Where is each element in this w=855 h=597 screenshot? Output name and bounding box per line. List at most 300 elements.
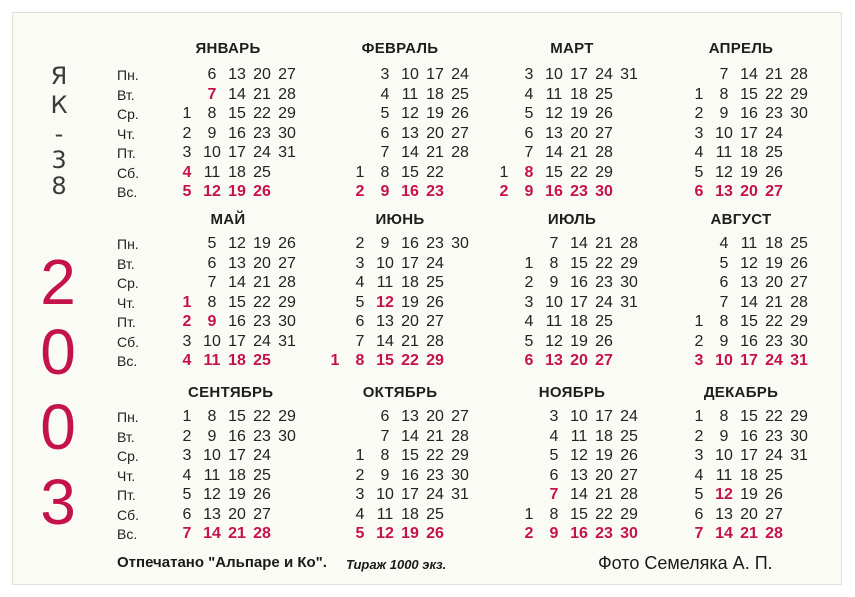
calendar-day: 21 xyxy=(401,332,419,350)
weekday-label: Пт. xyxy=(117,145,136,161)
calendar-day: 12 xyxy=(545,332,563,350)
calendar-day: 17 xyxy=(228,144,246,161)
calendar-day: 8 xyxy=(719,85,729,103)
calendar-day: 10 xyxy=(203,332,221,350)
calendar-day: 7 xyxy=(549,235,559,252)
calendar-day: 30 xyxy=(278,427,296,445)
calendar-day: 31 xyxy=(620,66,638,83)
calendar-day: 1 xyxy=(524,505,534,523)
calendar-day: 27 xyxy=(278,66,296,83)
calendar-day: 18 xyxy=(740,144,758,161)
month-title: ИЮЛЬ xyxy=(547,211,597,228)
calendar-day: 9 xyxy=(380,235,390,252)
calendar-day: 17 xyxy=(426,66,444,83)
calendar-day: 29 xyxy=(451,447,469,464)
calendar-day: 12 xyxy=(715,163,733,181)
calendar-day: 23 xyxy=(570,183,588,200)
calendar-day: 11 xyxy=(740,235,758,252)
weekday-label: Чт. xyxy=(117,294,136,311)
calendar-day: 25 xyxy=(451,85,469,103)
calendar-day: 6 xyxy=(524,352,534,369)
month-title: СЕНТЯБРЬ xyxy=(188,384,274,401)
calendar-day: 4 xyxy=(694,466,704,484)
print-run: Тираж 1000 экз. xyxy=(346,557,447,572)
calendar-day: 16 xyxy=(401,466,419,484)
calendar-day: 27 xyxy=(765,183,783,200)
calendar-day: 25 xyxy=(620,427,638,445)
calendar-day: 10 xyxy=(545,293,563,311)
calendar-day: 29 xyxy=(278,105,296,122)
calendar-day: 25 xyxy=(765,466,783,484)
weekday-label: Ср. xyxy=(117,448,139,464)
calendar-day: 27 xyxy=(765,505,783,523)
calendar-day: 10 xyxy=(715,447,733,464)
calendar-day: 13 xyxy=(715,505,733,523)
calendar-day: 26 xyxy=(253,486,271,503)
calendar-day: 2 xyxy=(355,183,365,200)
calendar-day: 27 xyxy=(595,124,613,142)
calendar-day: 19 xyxy=(228,486,246,503)
calendar-day: 21 xyxy=(426,144,444,161)
weekday-label: Ср. xyxy=(117,275,139,291)
calendar-day: 20 xyxy=(228,505,246,523)
calendar-day: 18 xyxy=(401,505,419,523)
calendar-day: 9 xyxy=(380,183,390,200)
calendar-day: 5 xyxy=(524,105,534,122)
calendar-day: 29 xyxy=(426,352,444,369)
calendar-day: 10 xyxy=(401,66,419,83)
year-digit: 2 xyxy=(40,246,76,318)
calendar-day: 11 xyxy=(376,505,394,523)
calendar-day: 2 xyxy=(182,313,192,330)
month-title: АВГУСТ xyxy=(710,211,772,228)
calendar-day: 31 xyxy=(278,144,296,161)
calendar-day: 1 xyxy=(355,163,365,181)
calendar-day: 26 xyxy=(620,447,638,464)
calendar-day: 8 xyxy=(207,408,217,425)
calendar-day: 2 xyxy=(694,332,704,350)
calendar-day: 6 xyxy=(380,408,390,425)
calendar-day: 5 xyxy=(182,486,192,503)
calendar-day: 25 xyxy=(765,144,783,161)
calendar-day: 28 xyxy=(790,293,808,311)
calendar-day: 1 xyxy=(694,408,704,425)
calendar-day: 21 xyxy=(595,235,613,252)
calendar-day: 16 xyxy=(740,332,758,350)
calendar-day: 9 xyxy=(719,332,729,350)
calendar-day: 18 xyxy=(595,427,613,445)
calendar-day: 25 xyxy=(426,274,444,291)
calendar-day: 23 xyxy=(253,313,271,330)
weekday-label: Ср. xyxy=(117,106,139,122)
calendar-day: 9 xyxy=(207,313,217,330)
calendar-day: 17 xyxy=(740,447,758,464)
code-char: Я xyxy=(50,62,68,90)
calendar-day: 1 xyxy=(524,254,534,272)
calendar-day: 2 xyxy=(182,124,192,142)
calendar-day: 4 xyxy=(182,466,192,484)
calendar-day: 4 xyxy=(355,505,365,523)
calendar-day: 2 xyxy=(182,427,192,445)
calendar-day: 29 xyxy=(595,163,613,181)
code-char: 3 xyxy=(51,146,67,174)
calendar-day: 6 xyxy=(182,505,192,523)
calendar-day: 13 xyxy=(203,505,221,523)
calendar-day: 17 xyxy=(228,332,246,350)
calendar-day: 12 xyxy=(376,293,394,311)
calendar-day: 16 xyxy=(570,274,588,291)
calendar-day: 12 xyxy=(545,105,563,122)
calendar-day: 29 xyxy=(620,254,638,272)
calendar-day: 17 xyxy=(401,486,419,503)
calendar-day: 12 xyxy=(715,486,733,503)
calendar-day: 3 xyxy=(694,352,704,369)
calendar-day: 10 xyxy=(203,447,221,464)
calendar-day: 4 xyxy=(182,163,192,181)
calendar-day: 14 xyxy=(740,293,758,311)
calendar-day: 7 xyxy=(182,525,192,542)
calendar-day: 20 xyxy=(253,254,271,272)
calendar-day: 19 xyxy=(740,486,758,503)
calendar-day: 2 xyxy=(694,427,704,445)
calendar-day: 24 xyxy=(765,352,783,369)
calendar-day: 9 xyxy=(380,466,390,484)
calendar-day: 22 xyxy=(253,105,271,122)
calendar-day: 22 xyxy=(401,352,419,369)
calendar-day: 15 xyxy=(740,313,758,330)
calendar-day: 20 xyxy=(740,505,758,523)
calendar-day: 7 xyxy=(524,144,534,161)
calendar-day: 5 xyxy=(355,293,365,311)
calendar-day: 2 xyxy=(524,274,534,291)
calendar-day: 14 xyxy=(376,332,394,350)
calendar-day: 4 xyxy=(380,85,390,103)
calendar-day: 8 xyxy=(719,313,729,330)
calendar-day: 13 xyxy=(545,352,563,369)
calendar-day: 28 xyxy=(278,274,296,291)
calendar-day: 3 xyxy=(694,447,704,464)
calendar-day: 23 xyxy=(595,274,613,291)
calendar-day: 22 xyxy=(253,293,271,311)
calendar-day: 25 xyxy=(426,505,444,523)
weekday-label: Сб. xyxy=(117,164,140,181)
calendar-day: 8 xyxy=(380,447,390,464)
calendar-day: 17 xyxy=(595,408,613,425)
year-digit: 0 xyxy=(40,391,76,463)
calendar-day: 21 xyxy=(740,525,758,542)
calendar-day: 22 xyxy=(765,408,783,425)
calendar-day: 10 xyxy=(570,408,588,425)
calendar-day: 12 xyxy=(740,254,758,272)
calendar-day: 25 xyxy=(253,163,271,181)
calendar-day: 19 xyxy=(570,332,588,350)
calendar-day: 23 xyxy=(765,105,783,122)
calendar-day: 12 xyxy=(203,486,221,503)
calendar-day: 24 xyxy=(253,332,271,350)
calendar-day: 22 xyxy=(765,85,783,103)
calendar-day: 29 xyxy=(790,85,808,103)
calendar-day: 3 xyxy=(182,144,192,161)
calendar-day: 7 xyxy=(694,525,704,542)
calendar-day: 4 xyxy=(182,352,192,369)
calendar-day: 4 xyxy=(694,144,704,161)
calendar-day: 11 xyxy=(203,466,221,484)
calendar-day: 9 xyxy=(549,274,559,291)
calendar-day: 12 xyxy=(401,105,419,122)
calendar-day: 30 xyxy=(790,332,808,350)
weekday-label: Вт. xyxy=(117,255,135,272)
calendar-day: 20 xyxy=(401,313,419,330)
month-title: ИЮНЬ xyxy=(375,211,425,228)
calendar-day: 5 xyxy=(524,332,534,350)
weekday-label: Чт. xyxy=(117,467,136,484)
calendar-day: 20 xyxy=(570,352,588,369)
calendar-day: 13 xyxy=(401,408,419,425)
calendar-day: 6 xyxy=(380,124,390,142)
calendar-day: 5 xyxy=(207,235,217,252)
calendar-day: 20 xyxy=(740,183,758,200)
calendar-day: 30 xyxy=(278,313,296,330)
calendar-day: 23 xyxy=(595,525,613,542)
calendar-day: 13 xyxy=(545,124,563,142)
calendar-day: 11 xyxy=(401,85,419,103)
calendar-day: 27 xyxy=(620,466,638,484)
calendar-day: 31 xyxy=(451,486,469,503)
calendar-day: 14 xyxy=(570,486,588,503)
calendar-day: 26 xyxy=(790,254,808,272)
calendar-day: 27 xyxy=(451,408,469,425)
calendar-day: 14 xyxy=(570,235,588,252)
calendar-day: 3 xyxy=(694,124,704,142)
calendar-day: 3 xyxy=(355,486,365,503)
calendar-day: 2 xyxy=(355,235,365,252)
calendar-day: 4 xyxy=(524,313,534,330)
calendar-day: 8 xyxy=(549,505,559,523)
calendar-day: 1 xyxy=(694,85,704,103)
weekday-label: Чт. xyxy=(117,125,136,142)
month-title: ЯНВАРЬ xyxy=(195,40,261,57)
calendar-day: 12 xyxy=(228,235,246,252)
calendar-day: 15 xyxy=(401,163,419,181)
calendar-day: 8 xyxy=(380,163,390,181)
calendar-day: 18 xyxy=(228,352,246,369)
calendar-day: 31 xyxy=(790,447,808,464)
calendar-day: 31 xyxy=(790,352,808,369)
calendar-day: 29 xyxy=(620,505,638,523)
calendar-day: 10 xyxy=(715,124,733,142)
calendar-day: 3 xyxy=(524,293,534,311)
calendar-day: 18 xyxy=(401,274,419,291)
calendar-day: 19 xyxy=(740,163,758,181)
calendar-day: 19 xyxy=(426,105,444,122)
month-title: ОКТЯБРЬ xyxy=(362,384,438,401)
month-title: МАРТ xyxy=(550,40,594,57)
calendar-day: 1 xyxy=(330,352,340,369)
calendar-day: 30 xyxy=(620,274,638,291)
weekday-label: Пт. xyxy=(117,314,136,330)
calendar-day: 17 xyxy=(401,254,419,272)
calendar-day: 13 xyxy=(570,466,588,484)
calendar-day: 1 xyxy=(355,447,365,464)
calendar-day: 8 xyxy=(355,352,365,369)
calendar-day: 11 xyxy=(570,427,588,445)
calendar-day: 29 xyxy=(278,293,296,311)
calendar-day: 16 xyxy=(401,183,419,200)
calendar-day: 28 xyxy=(451,144,469,161)
calendar-day: 17 xyxy=(228,447,246,464)
calendar-day: 18 xyxy=(228,466,246,484)
calendar-day: 16 xyxy=(228,124,246,142)
calendar-day: 16 xyxy=(545,183,563,200)
calendar-day: 8 xyxy=(207,105,217,122)
calendar-day: 24 xyxy=(426,486,444,503)
calendar-day: 1 xyxy=(182,105,192,122)
calendar-day: 5 xyxy=(694,163,704,181)
calendar-day: 15 xyxy=(228,293,246,311)
calendar-day: 11 xyxy=(545,85,563,103)
calendar-day: 16 xyxy=(740,105,758,122)
calendar-day: 26 xyxy=(451,105,469,122)
calendar-day: 13 xyxy=(228,66,246,83)
calendar-day: 13 xyxy=(376,313,394,330)
calendar-day: 20 xyxy=(570,124,588,142)
calendar-day: 16 xyxy=(740,427,758,445)
calendar-day: 13 xyxy=(715,183,733,200)
calendar-day: 14 xyxy=(740,66,758,83)
calendar-day: 20 xyxy=(595,466,613,484)
year-digit: 0 xyxy=(40,316,76,388)
calendar-day: 27 xyxy=(426,313,444,330)
calendar-day: 5 xyxy=(549,447,559,464)
calendar-day: 3 xyxy=(380,66,390,83)
calendar-day: 20 xyxy=(253,66,271,83)
calendar-day: 27 xyxy=(790,274,808,291)
calendar-day: 5 xyxy=(355,525,365,542)
calendar-day: 16 xyxy=(401,235,419,252)
calendar-day: 30 xyxy=(595,183,613,200)
calendar-day: 24 xyxy=(253,447,271,464)
calendar-day: 2 xyxy=(355,466,365,484)
calendar-day: 7 xyxy=(380,144,390,161)
calendar-day: 28 xyxy=(253,525,271,542)
calendar-day: 16 xyxy=(570,525,588,542)
calendar-day: 14 xyxy=(545,144,563,161)
weekday-label: Вс. xyxy=(117,353,138,369)
calendar-day: 20 xyxy=(426,408,444,425)
calendar-day: 9 xyxy=(549,525,559,542)
weekday-label: Пн. xyxy=(117,236,139,252)
calendar-day: 6 xyxy=(694,505,704,523)
calendar-day: 14 xyxy=(228,274,246,291)
calendar-day: 3 xyxy=(524,66,534,83)
calendar-day: 1 xyxy=(182,408,192,425)
calendar-day: 23 xyxy=(253,427,271,445)
calendar-day: 18 xyxy=(570,85,588,103)
calendar-day: 14 xyxy=(401,427,419,445)
calendar-day: 26 xyxy=(765,163,783,181)
calendar-day: 20 xyxy=(426,124,444,142)
calendar-day: 21 xyxy=(765,66,783,83)
calendar-day: 24 xyxy=(595,293,613,311)
code-char: К xyxy=(50,91,68,119)
calendar-day: 22 xyxy=(426,163,444,181)
calendar-day: 6 xyxy=(207,254,217,272)
calendar-day: 7 xyxy=(207,85,217,103)
calendar-day: 29 xyxy=(790,408,808,425)
calendar-day: 30 xyxy=(790,105,808,122)
calendar-day: 22 xyxy=(570,163,588,181)
calendar-day: 21 xyxy=(570,144,588,161)
calendar-day: 28 xyxy=(426,332,444,350)
calendar-day: 28 xyxy=(451,427,469,445)
calendar-day: 6 xyxy=(355,313,365,330)
calendar-day: 1 xyxy=(182,293,192,311)
month-title: ДЕКАБРЬ xyxy=(703,384,779,401)
calendar-day: 23 xyxy=(765,332,783,350)
calendar-day: 15 xyxy=(740,408,758,425)
calendar-day: 24 xyxy=(253,144,271,161)
calendar-day: 9 xyxy=(207,427,217,445)
calendar-day: 10 xyxy=(715,352,733,369)
weekday-label: Сб. xyxy=(117,506,140,523)
calendar-day: 15 xyxy=(740,85,758,103)
calendar-day: 30 xyxy=(620,525,638,542)
year-digit: 3 xyxy=(40,466,76,538)
calendar-day: 29 xyxy=(790,313,808,330)
calendar-day: 11 xyxy=(545,313,563,330)
calendar-day: 18 xyxy=(740,466,758,484)
calendar-day: 27 xyxy=(253,505,271,523)
calendar-day: 3 xyxy=(182,447,192,464)
calendar-day: 12 xyxy=(376,525,394,542)
calendar-day: 1 xyxy=(694,313,704,330)
calendar-day: 9 xyxy=(524,183,534,200)
calendar-day: 3 xyxy=(549,408,559,425)
calendar-day: 8 xyxy=(549,254,559,272)
calendar-day: 21 xyxy=(765,293,783,311)
calendar-day: 9 xyxy=(719,105,729,122)
calendar-day: 7 xyxy=(355,332,365,350)
calendar-day: 5 xyxy=(719,254,729,272)
calendar-day: 5 xyxy=(380,105,390,122)
calendar-day: 15 xyxy=(376,352,394,369)
calendar-day: 6 xyxy=(549,466,559,484)
calendar-day: 2 xyxy=(694,105,704,122)
calendar-day: 14 xyxy=(203,525,221,542)
calendar-day: 2 xyxy=(499,183,509,200)
calendar-day: 18 xyxy=(426,85,444,103)
calendar-day: 20 xyxy=(765,274,783,291)
calendar-day: 19 xyxy=(570,105,588,122)
calendar-day: 28 xyxy=(790,66,808,83)
calendar-day: 25 xyxy=(790,235,808,252)
calendar-day: 21 xyxy=(253,85,271,103)
calendar-day: 25 xyxy=(595,85,613,103)
calendar-day: 28 xyxy=(620,486,638,503)
calendar-day: 30 xyxy=(451,235,469,252)
calendar-day: 26 xyxy=(595,105,613,122)
calendar-day: 11 xyxy=(715,466,733,484)
calendar-day: 1 xyxy=(499,163,509,181)
calendar-day: 16 xyxy=(228,427,246,445)
calendar-day: 24 xyxy=(620,408,638,425)
calendar-day: 28 xyxy=(278,85,296,103)
calendar-day: 26 xyxy=(426,525,444,542)
calendar-day: 15 xyxy=(570,505,588,523)
calendar-day: 30 xyxy=(278,124,296,142)
calendar-day: 14 xyxy=(715,525,733,542)
calendar-day: 24 xyxy=(426,254,444,272)
